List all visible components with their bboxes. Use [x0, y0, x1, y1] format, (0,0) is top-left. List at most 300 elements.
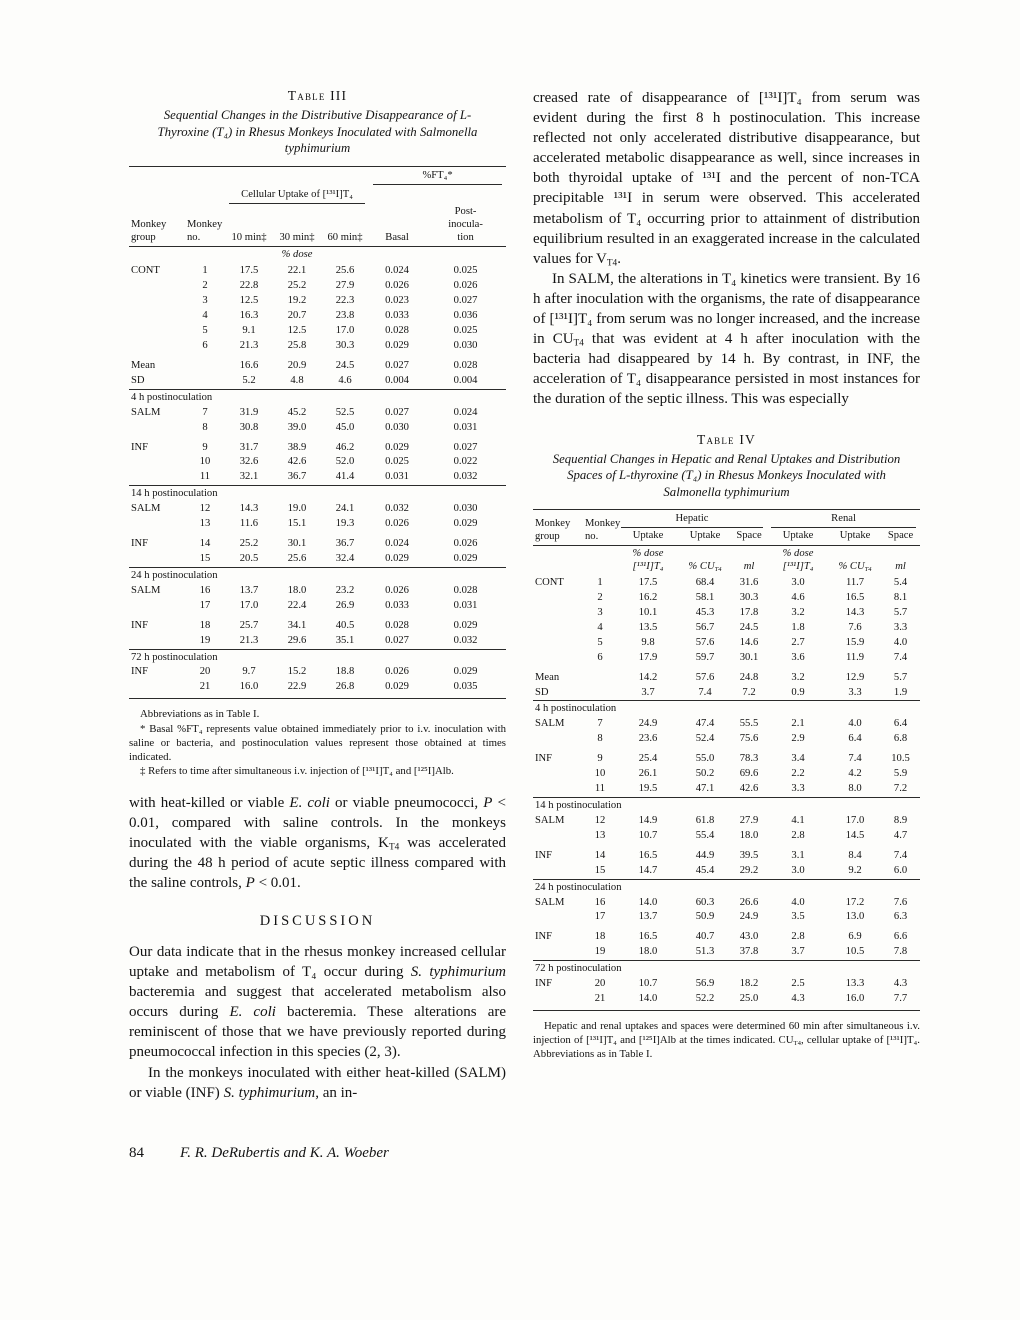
monkey-no-cell: 17: [199, 599, 211, 611]
table-row: [129, 324, 506, 339]
table-iv-body: [533, 576, 920, 1010]
monkey-no-cell: 3: [597, 606, 603, 618]
value-cell: 20.5: [239, 553, 259, 564]
value-cell: 20.7: [287, 310, 307, 322]
value-cell: 0.030: [385, 421, 409, 433]
value-cell: 10.1: [638, 606, 658, 618]
group-cell: [533, 767, 583, 782]
group-cell: SD: [131, 374, 145, 386]
group-cell: SD: [535, 686, 549, 698]
table-section-row: [533, 797, 920, 813]
value-cell: 61.8: [695, 814, 715, 826]
table-section-row: [129, 486, 506, 502]
table-iv-footnote: Hepatic and renal uptakes and spaces were determined 60 min after simultaneous i.v. injection of [¹³¹I]T₄ and [¹²⁵I]Alb at the times indicated. $CU_{T4}$, cellular uptake of [¹³¹I]T₄. Abbreviations as in Table I.: [533, 1019, 921, 1061]
value-cell: 18.2: [739, 978, 759, 990]
section-title: 72 h postinoculation: [129, 649, 506, 665]
renal-header-cell: [767, 510, 920, 529]
value-cell: 0.026: [385, 280, 409, 292]
value-cell: 25.2: [287, 280, 307, 292]
table-iii-caption: Sequential Changes in the Distributive Disappearance of L-Thyroxine (T₄) in Rhesus Monkeys Inoculated with Salmonella typhimurium: [157, 108, 478, 156]
value-cell: 8.0: [848, 783, 862, 795]
value-cell: 2.7: [791, 636, 805, 648]
value-cell: 0.029: [453, 553, 478, 564]
section-title: 24 h postinoculation: [129, 567, 506, 583]
group-cell: CONT: [131, 265, 160, 277]
value-cell: 0.029: [385, 441, 409, 453]
table-section-row: [533, 961, 920, 977]
value-cell: 26.1: [638, 768, 658, 780]
monkey-no-cell: 19: [199, 634, 211, 646]
value-cell: 0.029: [385, 681, 409, 693]
value-cell: 45.3: [695, 606, 715, 618]
value-cell: 0.029: [453, 518, 478, 530]
table-row: [533, 747, 920, 767]
value-cell: 52.4: [695, 733, 715, 745]
value-cell: 25.0: [739, 993, 759, 1005]
value-cell: 0.029: [453, 619, 478, 631]
group-cell: CONT: [535, 577, 564, 589]
value-cell: 0.022: [453, 456, 478, 468]
value-cell: 22.9: [287, 681, 307, 693]
value-cell: 14.5: [845, 829, 865, 841]
group-cell: [129, 279, 185, 294]
value-cell: 23.8: [335, 310, 355, 322]
value-cell: 42.6: [287, 456, 307, 468]
monkey-no-cell: 4: [597, 621, 603, 633]
value-cell: 43.0: [739, 931, 759, 943]
value-cell: 16.0: [239, 681, 259, 693]
monkey-no-cell: 14: [594, 849, 606, 861]
table-row: [129, 264, 506, 279]
table-row: [533, 829, 920, 844]
units-renal-cu: % $CU_{T4}$: [838, 561, 872, 573]
value-cell: 29.6: [287, 634, 307, 646]
group-cell: [129, 599, 185, 614]
table-row: [129, 354, 506, 374]
section-title: 24 h postinoculation: [533, 879, 920, 895]
table-row: [129, 455, 506, 470]
value-cell: 3.4: [791, 753, 805, 765]
value-cell: 8.9: [893, 814, 908, 826]
value-cell: 0.031: [453, 599, 478, 611]
value-cell: 5.7: [893, 606, 908, 618]
value-cell: 0.9: [791, 686, 805, 698]
value-cell: 6.4: [848, 733, 862, 745]
table-row: [533, 636, 920, 651]
footnote-abbreviations: Abbreviations as in Table I.: [140, 708, 260, 721]
value-cell: 2.8: [791, 829, 805, 841]
value-cell: 59.7: [695, 651, 715, 663]
monkey-no-cell: 14: [199, 538, 211, 550]
value-cell: 19.2: [287, 295, 307, 307]
monkey-no-cell: 12: [594, 814, 606, 826]
group-cell: [533, 591, 583, 606]
value-cell: 0.026: [453, 280, 478, 292]
monkey-no-cell: 21: [199, 681, 211, 693]
value-cell: 26.6: [739, 896, 759, 908]
group-cell: [533, 829, 583, 844]
value-cell: 25.7: [239, 619, 259, 631]
body-paragraph-discussion-1: Our data indicate that in the rhesus monkey increased cellular uptake and metabolism of T₄ occur during S. typhimurium bacteremia and suggest that accelerated metabolism also occurs during E. coli bacteremia. These alterations are reminiscent of those that we have previously reported during pneumococcal infection in this species (2, 3).: [129, 944, 507, 1061]
value-cell: 3.1: [791, 849, 805, 861]
value-cell: 4.0: [848, 718, 862, 730]
value-cell: 2.9: [791, 733, 805, 745]
table-iii-title: Table III: [287, 88, 348, 103]
value-cell: 0.030: [453, 503, 478, 515]
group-cell: INF: [535, 978, 553, 990]
value-cell: 44.9: [695, 849, 715, 861]
monkey-no-cell: 20: [594, 978, 606, 990]
value-cell: 57.6: [695, 671, 715, 683]
table-row: [533, 591, 920, 606]
value-cell: 68.4: [695, 577, 715, 589]
monkey-no-cell: 7: [202, 406, 208, 418]
monkey-no-cell: 6: [202, 340, 208, 352]
value-cell: 0.027: [385, 406, 409, 418]
value-cell: 3.0: [791, 864, 805, 876]
value-cell: 21.3: [239, 340, 259, 352]
value-cell: 8.1: [893, 591, 908, 603]
value-cell: 78.3: [739, 753, 759, 765]
hepatic-space-header: Space: [731, 529, 767, 545]
value-cell: 16.0: [845, 993, 865, 1005]
table-row: [129, 680, 506, 698]
value-cell: 17.0: [239, 599, 259, 611]
units-hepatic-dose: % dose [¹³¹I]T₄: [632, 548, 664, 573]
value-cell: 36.7: [335, 538, 355, 550]
value-cell: 0.026: [453, 538, 478, 550]
value-cell: 0.028: [385, 619, 409, 631]
value-cell: 18.8: [335, 666, 355, 678]
table-iii-footnotes: [129, 707, 506, 778]
value-cell: 51.3: [695, 946, 715, 958]
value-cell: 24.5: [739, 621, 759, 633]
value-cell: 2.1: [791, 718, 805, 730]
monkey-no-cell: 6: [597, 651, 603, 663]
left-column: [129, 88, 506, 1103]
value-cell: 16.6: [239, 359, 259, 371]
value-cell: 13.5: [638, 621, 658, 633]
table-row: [129, 470, 506, 485]
ft4-header-cell: [369, 166, 506, 185]
value-cell: 0.004: [385, 374, 409, 386]
value-cell: 6.8: [893, 733, 908, 745]
value-cell: 9.7: [242, 666, 256, 678]
value-cell: 26.8: [335, 681, 355, 693]
monkey-no-header: Monkey no.: [185, 205, 225, 247]
group-cell: SALM: [535, 718, 565, 730]
group-cell: [129, 294, 185, 309]
value-cell: 26.9: [335, 599, 355, 611]
table-row: [533, 864, 920, 879]
value-cell: 69.6: [739, 768, 759, 780]
table-row: [129, 552, 506, 567]
monkey-no-cell: 17: [594, 911, 606, 923]
group-cell: INF: [131, 619, 149, 631]
table-row: [129, 584, 506, 599]
cellular-uptake-header-cell: [225, 186, 369, 205]
value-cell: 36.7: [287, 471, 307, 483]
table-row: [129, 614, 506, 634]
value-cell: 30.3: [739, 591, 759, 603]
value-cell: 47.4: [695, 718, 715, 730]
renal-uptake-cu-header: Uptake: [829, 529, 881, 545]
table-row: [129, 665, 506, 680]
group-cell: INF: [131, 441, 149, 453]
value-cell: 15.2: [287, 666, 307, 678]
value-cell: 13.0: [845, 911, 865, 923]
value-cell: 4.0: [791, 896, 805, 908]
value-cell: 50.2: [695, 768, 715, 780]
value-cell: 3.2: [791, 671, 805, 683]
value-cell: 7.4: [893, 651, 908, 663]
value-cell: 27.9: [335, 280, 355, 292]
value-cell: 4.6: [791, 591, 805, 603]
value-cell: 25.8: [287, 340, 307, 352]
group-cell: [533, 864, 583, 879]
monkey-no-cell: 19: [594, 946, 606, 958]
time-10-header: 10 min‡: [225, 205, 273, 247]
group-cell: Mean: [535, 671, 560, 683]
value-cell: 4.0: [893, 636, 908, 648]
value-cell: 4.3: [893, 978, 908, 990]
value-cell: 7.8: [893, 946, 908, 958]
value-cell: 25.6: [335, 265, 355, 277]
group-cell: SALM: [131, 406, 161, 418]
value-cell: 75.6: [739, 733, 759, 745]
value-cell: 58.1: [695, 591, 715, 603]
value-cell: 0.027: [385, 634, 409, 646]
hepatic-uptake-dose-header: Uptake: [617, 529, 679, 545]
value-cell: 0.032: [453, 471, 478, 483]
monkey-no-cell: 15: [594, 864, 606, 876]
value-cell: 0.024: [385, 265, 409, 277]
value-cell: 13.7: [638, 911, 658, 923]
table-iv-caption: Sequential Changes in Hepatic and Renal Uptakes and Distribution Spaces of L-thyroxine (T₄) in Rhesus Monkeys Inoculated with Salmonella typhimurium: [552, 451, 901, 499]
value-cell: 4.1: [791, 814, 805, 826]
value-cell: 0.004: [453, 374, 478, 386]
group-cell: [129, 680, 185, 698]
value-cell: 27.9: [739, 814, 759, 826]
value-cell: 24.8: [739, 671, 759, 683]
table-section-row: [533, 879, 920, 895]
monkey-no-cell: 8: [202, 421, 208, 433]
group-cell: INF: [131, 666, 149, 678]
monkey-no-header: Monkey no.: [583, 510, 617, 546]
value-cell: 30.8: [239, 421, 259, 433]
table-row: [129, 421, 506, 436]
table-row: [129, 294, 506, 309]
table-row: [129, 599, 506, 614]
section-title: 72 h postinoculation: [533, 961, 920, 977]
monkey-no-cell: 13: [594, 829, 606, 841]
value-cell: 24.1: [335, 503, 355, 515]
monkey-no-cell: 2: [597, 591, 603, 603]
value-cell: 0.029: [385, 340, 409, 352]
table-row: [533, 782, 920, 797]
value-cell: 3.3: [893, 621, 908, 633]
monkey-no-cell: [583, 666, 617, 686]
value-cell: 3.7: [791, 946, 805, 958]
value-cell: 0.033: [385, 599, 409, 611]
value-cell: 22.4: [287, 599, 307, 611]
table-section-row: [533, 701, 920, 717]
value-cell: 17.5: [638, 577, 658, 589]
hepatic-uptake-cu-header: Uptake: [679, 529, 731, 545]
monkey-no-cell: 7: [597, 718, 603, 730]
group-cell: [129, 517, 185, 532]
spacer-cell: [533, 546, 617, 576]
value-cell: 0.028: [385, 325, 409, 337]
body-paragraph-discussion-2: In the monkeys inoculated with either heat-killed (SALM) or viable (INF) S. typhimurium, an in-: [129, 1064, 506, 1101]
group-cell: SALM: [131, 584, 161, 596]
value-cell: 10.7: [638, 978, 658, 990]
value-cell: 3.7: [641, 686, 655, 698]
value-cell: 17.8: [739, 606, 759, 618]
value-cell: 45.0: [335, 421, 355, 433]
value-cell: 22.1: [287, 265, 307, 277]
section-title: 14 h postinoculation: [129, 486, 506, 502]
table-row: [129, 634, 506, 649]
value-cell: 56.9: [695, 978, 715, 990]
value-cell: 31.9: [239, 406, 259, 418]
value-cell: 35.1: [335, 634, 355, 646]
value-cell: 24.9: [638, 718, 658, 730]
value-cell: 14.0: [638, 993, 658, 1005]
discussion-heading: DISCUSSION: [259, 913, 376, 930]
value-cell: 14.9: [638, 814, 658, 826]
group-cell: Mean: [131, 359, 156, 371]
value-cell: 0.028: [453, 584, 478, 596]
monkey-no-cell: [185, 374, 225, 389]
monkey-no-cell: 1: [597, 577, 603, 589]
value-cell: 10.7: [638, 829, 658, 841]
value-cell: 7.4: [698, 686, 712, 698]
value-cell: 3.5: [791, 911, 805, 923]
spacer-cell: [369, 247, 506, 264]
value-cell: 12.5: [239, 295, 259, 307]
table-row: [533, 977, 920, 992]
value-cell: 19.3: [335, 518, 355, 530]
renal-space-header: Space: [881, 529, 920, 545]
value-cell: 5.9: [893, 768, 908, 780]
footnote-basal-asterisk: * Basal %FT₄ represents value obtained immediately prior to i.v. inoculation with saline or bacteria, and postinoculation values represent those obtained at times indicated.: [129, 722, 506, 764]
value-cell: 1.8: [791, 621, 805, 633]
spacer-cell: [369, 186, 506, 205]
monkey-no-cell: 2: [202, 280, 208, 292]
units-renal-ml: ml: [895, 561, 906, 573]
table-row: [533, 814, 920, 829]
value-cell: 0.023: [385, 295, 409, 307]
value-cell: 52.0: [335, 456, 355, 468]
value-cell: 21.3: [239, 634, 259, 646]
table-row: [533, 732, 920, 747]
table-row: [129, 406, 506, 421]
monkey-no-cell: 5: [202, 325, 208, 337]
postinoculation-header: Post- inocula- tion: [425, 205, 506, 247]
value-cell: 17.2: [845, 896, 865, 908]
value-cell: 8.4: [848, 849, 862, 861]
ft4-header-label: %FT₄*: [373, 168, 502, 185]
monkey-no-cell: 18: [199, 619, 211, 631]
value-cell: 14.2: [638, 671, 658, 683]
table-row: [533, 651, 920, 666]
footer-authors: F. R. DeRubertis and K. A. Woeber: [180, 1145, 389, 1161]
spacer-cell: [129, 186, 225, 205]
table-row: [129, 374, 506, 389]
value-cell: 16.3: [239, 310, 259, 322]
value-cell: 0.026: [385, 666, 409, 678]
group-cell: [533, 732, 583, 747]
table-section-row: [129, 389, 506, 405]
value-cell: 9.2: [848, 864, 862, 876]
value-cell: 6.4: [893, 718, 908, 730]
value-cell: 13.7: [239, 584, 259, 596]
monkey-no-cell: 15: [199, 553, 211, 564]
value-cell: 57.6: [695, 636, 715, 648]
monkey-no-cell: 4: [202, 310, 208, 322]
value-cell: 42.6: [739, 783, 759, 795]
value-cell: 16.5: [638, 931, 658, 943]
units-hepatic-ml: ml: [743, 561, 755, 573]
hepatic-header-label: Hepatic: [621, 511, 763, 528]
value-cell: 4.2: [848, 768, 862, 780]
value-cell: 6.0: [893, 864, 908, 876]
monkey-no-cell: 12: [199, 503, 211, 515]
group-cell: [129, 455, 185, 470]
monkey-no-cell: 21: [594, 993, 606, 1005]
header-row-ft4: [129, 166, 506, 185]
value-cell: 16.5: [638, 849, 658, 861]
value-cell: 25.6: [287, 553, 307, 564]
section-title: 4 h postinoculation: [533, 701, 920, 717]
value-cell: 52.2: [695, 993, 715, 1005]
group-cell: [129, 421, 185, 436]
value-cell: 14.3: [239, 503, 259, 515]
value-cell: 0.029: [453, 666, 478, 678]
value-cell: 3.6: [791, 651, 805, 663]
table-row: [129, 502, 506, 517]
value-cell: 25.2: [239, 538, 259, 550]
value-cell: 7.4: [848, 753, 862, 765]
value-cell: 0.026: [385, 518, 409, 530]
value-cell: 14.3: [845, 606, 865, 618]
group-cell: [533, 606, 583, 621]
value-cell: 7.2: [742, 686, 756, 698]
value-cell: 23.2: [335, 584, 355, 596]
group-cell: [129, 309, 185, 324]
value-cell: 5.4: [893, 577, 908, 589]
value-cell: 9.1: [242, 325, 256, 337]
value-cell: 7.7: [893, 993, 908, 1005]
monkey-no-cell: 18: [594, 931, 606, 943]
value-cell: 11.9: [845, 651, 865, 663]
value-cell: 19.0: [287, 503, 307, 515]
value-cell: 4.8: [290, 374, 304, 386]
monkey-no-cell: 10: [199, 456, 211, 468]
group-cell: INF: [535, 849, 553, 861]
value-cell: 3.0: [791, 577, 805, 589]
value-cell: 20.9: [287, 359, 307, 371]
group-cell: SALM: [131, 503, 161, 515]
spacer-cell: [129, 247, 225, 264]
hepatic-header-cell: [617, 510, 767, 529]
value-cell: 24.5: [335, 359, 355, 371]
group-cell: [533, 910, 583, 925]
table-row: [533, 621, 920, 636]
value-cell: 14.7: [638, 864, 658, 876]
time-60-header: 60 min‡: [321, 205, 369, 247]
